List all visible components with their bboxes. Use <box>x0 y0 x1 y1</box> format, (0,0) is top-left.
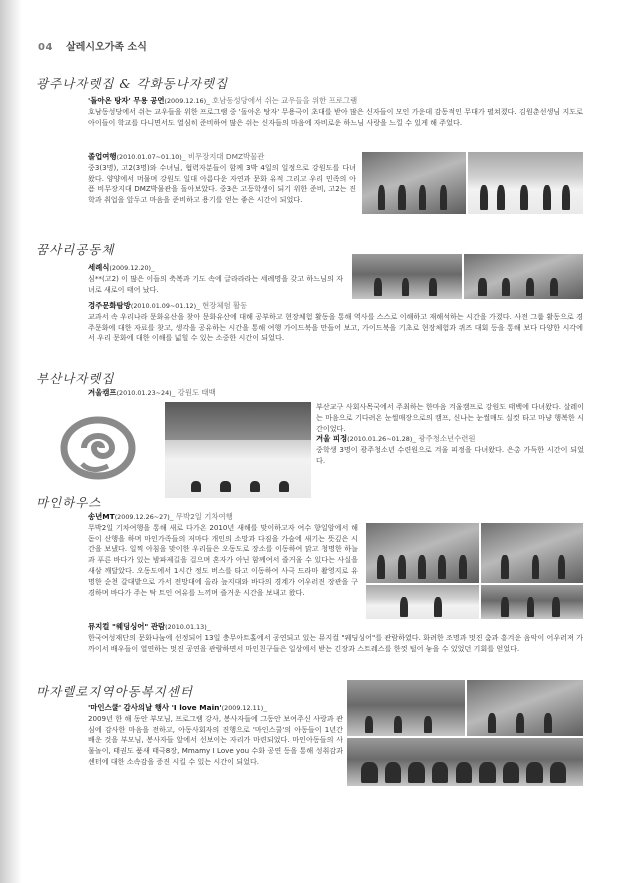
section-title-main-house: 마인하우스 <box>36 495 102 510</box>
item-title: 경주문화탐방 <box>88 301 131 310</box>
item-body: 심**(고2) 이 많은 이들의 축복과 기도 속에 글라라라는 세례명을 갖고 하느님의 자녀로 새로이 태어 났다. <box>88 273 343 294</box>
item-date: (2010.01.07~01.10) <box>116 153 182 161</box>
photo-children-instruments <box>467 680 583 736</box>
item-subtitle: _ 강원도 태백 <box>171 388 216 397</box>
item-body: 중학생 3명이 광주청소년 수련원으로 겨울 피정을 다녀왔다. 은총 가득한 시간이 되었다. <box>316 445 584 465</box>
photo-baptism <box>352 254 462 299</box>
item-graduation-trip <box>88 152 356 206</box>
photo-sled-slope <box>165 402 311 498</box>
item-heading <box>88 152 356 163</box>
page-number: 04 <box>38 42 53 53</box>
item-date: (2010.01.13) <box>165 623 207 631</box>
spiral-logo-graphic <box>48 398 148 498</box>
item-subtitle: _ <box>151 263 155 272</box>
page-binding-shadow <box>0 0 22 883</box>
item-title: 겨울캠프 <box>88 388 117 397</box>
item-heading <box>88 263 343 274</box>
item-heading <box>316 434 584 445</box>
item-thanks-day <box>88 703 343 768</box>
photo-group-stage <box>347 738 583 786</box>
item-musical <box>88 622 583 654</box>
section-title-kkumsari: 꿈사리공동체 <box>36 242 115 257</box>
item-title: 세례식 <box>88 263 110 272</box>
item-date: (2009.12.11) <box>221 704 264 712</box>
item-heading <box>88 703 343 714</box>
item-date: (2009.12.26~27) <box>114 513 170 521</box>
photo-gyeongju <box>464 254 583 299</box>
photo-reeds <box>366 585 479 619</box>
photo-dmz-trip <box>468 152 583 214</box>
item-subtitle: _ 현장체험 활동 <box>196 301 248 310</box>
photo-dance-group <box>362 152 466 214</box>
item-body: 한국여성재단의 문화나눔에 선정되어 13일 충무아트홀에서 공연되고 있는 뮤지컬 "웨딩싱어"를 관람하였다. 화려한 조명과 멋진 춤과 흥겨운 음악이 어우러져 가까이서 배우들이 열연하는 멋진 공연을 관람하면서 마인친구들은 일상에서 받는 긴장과 스트레스를 한껏 털어 놓을 수 있었던 기회를 얻었다. <box>88 632 583 653</box>
item-title: 송년MT <box>88 512 115 521</box>
item-body: 2009년 한 해 동안 부모님, 프로그램 강사, 봉사자들에 그동안 보여주신 사랑과 관심에 감사한 마음을 전하고, 아동사회자의 진행으로 '마인스쿨'의 아동들이 1년간 배운 것을 부모님, 봉사자들 앞에서 선보이는 자리가 마련되었다. 마인아동들의 사물놀이, 태권도 품새 태극8장, Mmamy I Love you 수화 공연 등을 통해 성취감과 센터에 대한 소속감을 증진 시킬 수 있는 시간이 되었다. <box>88 713 343 766</box>
item-title: 졸업여행 <box>88 152 117 161</box>
item-date: (2010.01.09~01.12) <box>130 302 197 310</box>
item-heading <box>88 96 583 107</box>
item-heading <box>88 512 358 523</box>
photo-group-mt <box>366 523 479 583</box>
item-body: 부산교구 사회사목국에서 주최하는 한마음 겨울캠프로 강원도 태백에 다녀왔다. 살레이는 마음으로 기다려온 눈썰매장으로의 캠프, 신나는 눈썰매도 실컷 타고 마냥 행복한 시간이었다. <box>316 402 584 433</box>
section-title-busan: 부산나자렛집 <box>36 371 115 386</box>
item-body: 교과서 속 우리나라 문화유산을 찾아 문화유산에 대해 공부하고 현장체험 활동을 통해 역사를 스스로 이해하고 재해석하는 시간을 가졌다. 사전 그룹 활동으로 경주문화에 대한 자료를 찾고, 생각을 공유하는 시간을 통해 여행 가이드북을 만들어 보고, 가이드북을 기초로 현장체험과 퀴즈 대회 등을 통해 보다 다양한 시각에서 우리 문화에 대한 이해를 넓힐 수 있는 소중한 시간이 되었다. <box>88 311 583 343</box>
item-subtitle: _ 광주청소년수련원 <box>412 434 476 444</box>
item-subtitle: _ <box>206 622 211 631</box>
item-title: '돌아온 탕자' 무용 공연 <box>88 96 165 105</box>
item-baptism <box>88 263 343 295</box>
item-date: (2009.12.20) <box>109 264 151 272</box>
item-date: (2010.01.26~01.28) <box>347 435 413 444</box>
item-date: (2009.12.16) <box>164 97 207 105</box>
section-title-mazzarello: 마자렐로지역아동복지센터 <box>36 684 193 699</box>
item-heading <box>88 622 583 633</box>
item-body: 중3(3명), 고2(3명)와 수녀님, 협력자분들이 함께 3박 4일의 일정으로 강원도를 다녀왔다. 양양에서 머물며 강원도 일대 아름다운 자연과 문화 유적 그리고 우리 민족의 아픔 비무장지대 DMZ박물관을 돌아보았다. 중3은 고등학생이 되기 위한 준비, 고2는 진학과 취업을 앞두고 마음을 준비하고 용기를 얻는 좋은 시간이 되었다. <box>88 162 356 205</box>
item-title: 뮤지컬 "웨딩싱어" 관람 <box>88 622 166 631</box>
item-subtitle: _ 무박2일 기차여행 <box>169 512 233 521</box>
photo-seaside <box>481 523 583 583</box>
spiral-logo <box>48 398 148 498</box>
item-date: (2010.01.23~24) <box>116 389 172 397</box>
item-body: 무박2일 기차여행을 통해 새로 다가온 2010년 새해를 맞이하고자 여수 향일암에서 해돋이 산행을 하며 마인가족들의 저마다 개인의 소망과 다짐을 가슴에 새기는 뜻깊은 시간을 보냈다. 일찍 아침을 맞이한 우리들은 오동도로 장소를 이동하여 맑고 청명한 하늘과 푸른 바다가 있는 밤파제길을 걸으며 혼자가 아닌 함께여서 즐거울 수 있다는 사실을 새삼 깨달았다. 오동도에서 1시간 정도 버스를 타고 이동하여 사극 드라마 촬영지로 유명한 순천 갈대밭으로 가서 전망대에 올라 늪지대와 바다의 경계가 어우러진 장관을 구경하며 바다가 주는 탁 트인 여유를 느끼며 즐거운 시간을 보내고 왔다. <box>88 522 358 597</box>
photo-performance-stage <box>347 680 465 736</box>
item-year-end-mt <box>88 512 358 598</box>
item-title: '마인스쿨' 감사의날 행사 'I love Main' <box>88 703 222 712</box>
newsletter-title: 살레시오가족 소식 <box>66 42 147 53</box>
item-dance-performance <box>88 96 583 128</box>
item-subtitle: _ 비무장지대 DMZ박물관 <box>181 152 265 161</box>
section-title-gwangju: 광주나자렛집 & 각화동나자렛집 <box>36 76 229 91</box>
item-gyeongju-tour <box>88 301 583 344</box>
photo-group-indoor <box>481 585 583 619</box>
item-subtitle: _ <box>263 703 267 712</box>
item-winter-camp-body <box>316 402 584 467</box>
item-body: 호남동성당에서 쉬는 교우들을 위한 프로그램 중 '돌아온 탕자' 무용극이 초대를 받아 많은 신자들이 모인 가운데 감동적인 무대가 펼쳐졌다. 김원춘선생님 지도로 아이들이 학교를 다니면서도 열심히 준비하여 많은 쉬는 신자들의 마음에 자비로운 하느님 사랑을 느낄 수 있게 해 주었다. <box>88 106 583 127</box>
item-title: 겨울 피정 <box>316 434 348 444</box>
item-subtitle: _ 호남동성당에서 쉬는 교우들을 위한 프로그램 <box>206 96 358 105</box>
item-heading <box>88 301 583 312</box>
page-header <box>38 38 147 53</box>
